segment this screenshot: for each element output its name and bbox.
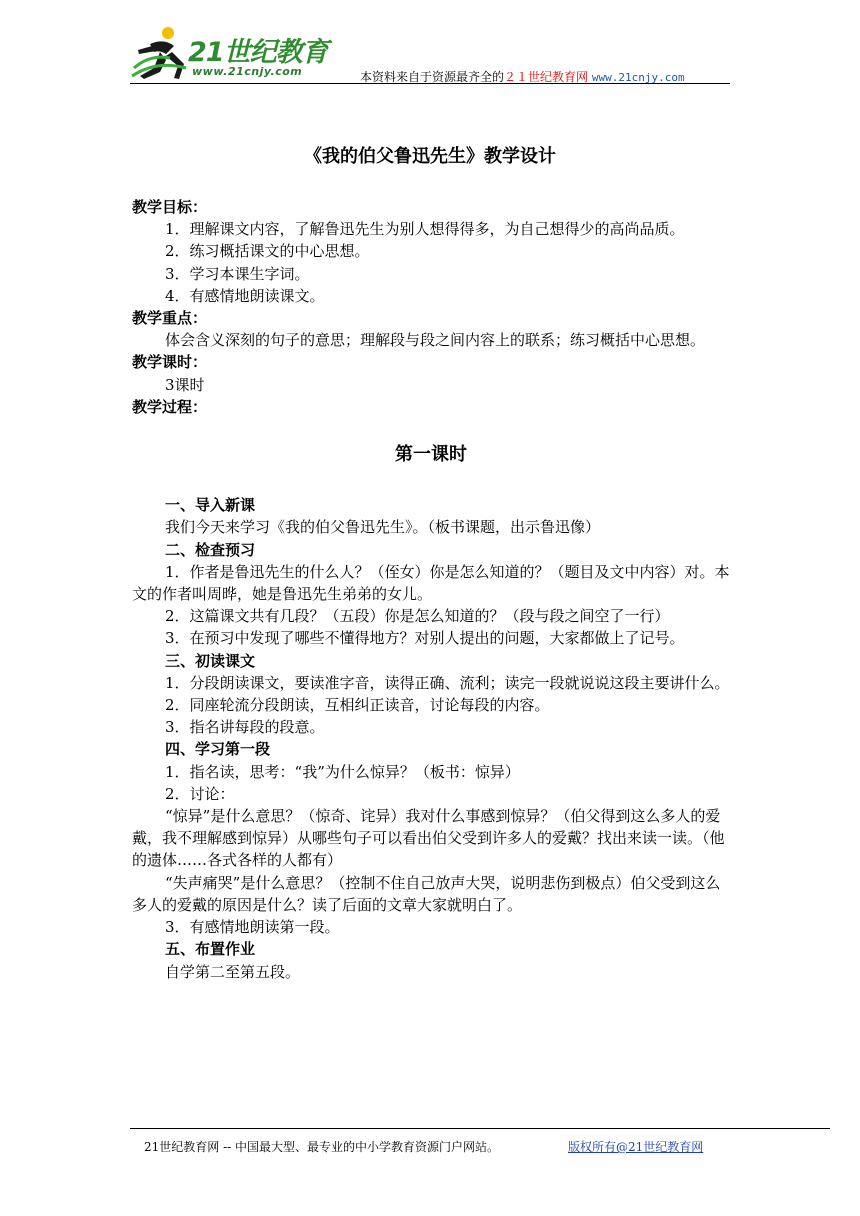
header-note-text: 本资料来自于资源最齐全的 — [360, 70, 505, 84]
section-heading: 五、布置作业 — [165, 940, 256, 959]
header-divider — [130, 83, 730, 84]
footer-text: 21世纪教育网 -- 中国最大型、最专业的中小学教育资源门户网站。 — [144, 1140, 500, 1154]
section-heading: 三、初读课文 — [165, 651, 256, 670]
preview-item: 1．作者是鲁迅先生的什么人？（侄女）你是怎么知道的？（题目及文中内容）对。本文的作者叫周晔，她是鲁迅先生弟弟的女儿。 — [132, 562, 730, 604]
reading-item: 3．指名讲每段的段意。 — [165, 718, 325, 737]
page-header — [130, 24, 730, 86]
preview-item: 2．这篇课文共有几段？（五段）你是怎么知道的？（段与段之间空了一行） — [165, 607, 670, 626]
reading-item: 2．同座轮流分段朗读，互相纠正读音，讨论每段的内容。 — [165, 696, 550, 715]
discussion-paragraph: “失声痛哭”是什么意思？（控制不住自己放声大哭，说明悲伤到极点）伯父受到这么多人的爱戴的原因是什么？读了后面的文章大家就明白了。 — [132, 873, 721, 914]
goal-item: 1．理解课文内容，了解鲁迅先生为别人想得得多，为自己想得少的高尚品质。 — [165, 220, 685, 239]
focus-text: 体会含义深刻的句子的意思；理解段与段之间内容上的联系；练习概括中心思想。 — [165, 331, 706, 350]
logo-url: www.21cnjy.com — [192, 65, 303, 78]
process-heading: 教学过程： — [132, 397, 208, 416]
document-title: 《我的伯父鲁迅先生》教学设计 — [304, 146, 556, 167]
homework-text: 自学第二至第五段。 — [165, 962, 301, 981]
goal-item: 4．有感情地朗读课文。 — [165, 286, 325, 305]
goal-item: 2．练习概括课文的中心思想。 — [165, 242, 370, 261]
reading-item: 1．分段朗读课文，要读准字音，读得正确、流利；读完一段就说说这段主要讲什么。 — [165, 673, 730, 692]
section-heading: 一、导入新课 — [165, 496, 256, 515]
goal-item: 3．学习本课生字词。 — [165, 264, 310, 283]
logo-text: 21世纪教育 — [188, 37, 328, 68]
preview-item: 3．在预习中发现了哪些不懂得地方？对别人提出的问题，大家都做上了记号。 — [165, 629, 685, 648]
study-item: 2．讨论： — [165, 784, 235, 803]
section-heading: 四、学习第一段 — [165, 740, 271, 759]
lesson-title: 第一课时 — [395, 444, 467, 466]
site-logo[interactable] — [130, 24, 340, 84]
header-site-name[interactable]: ２１世纪教育网 — [504, 70, 589, 84]
focus-heading: 教学重点： — [132, 309, 208, 328]
runner-logo-icon — [130, 24, 190, 82]
study-item: 1．指名读，思考：“我”为什么惊异？（板书：惊异） — [165, 762, 520, 781]
header-site-url[interactable]: www.21cnjy.com — [591, 71, 685, 84]
copyright-link[interactable]: 版权所有@21世纪教育网 — [568, 1140, 704, 1154]
hours-text: 3课时 — [165, 375, 205, 394]
section-heading: 二、检查预习 — [165, 540, 256, 559]
goals-heading: 教学目标： — [132, 198, 208, 216]
page-footer — [144, 1138, 704, 1155]
section-text: 我们今天来学习《我的伯父鲁迅先生》。（板书课题，出示鲁迅像） — [165, 518, 601, 537]
discussion-paragraph: “惊异”是什么意思？（惊奇、诧异）我对什么事感到惊异？（伯父得到这么多人的爱戴，我不理解感到惊异）从哪些句子可以看出伯父受到许多人的爱戴？找出来读一读。（他的遗体……各式各样的人都有） — [132, 807, 725, 870]
hours-heading: 教学课时： — [132, 353, 208, 372]
footer-divider — [130, 1128, 830, 1129]
study-item: 3．有感情地朗读第一段。 — [165, 918, 340, 937]
document-body — [132, 196, 730, 983]
